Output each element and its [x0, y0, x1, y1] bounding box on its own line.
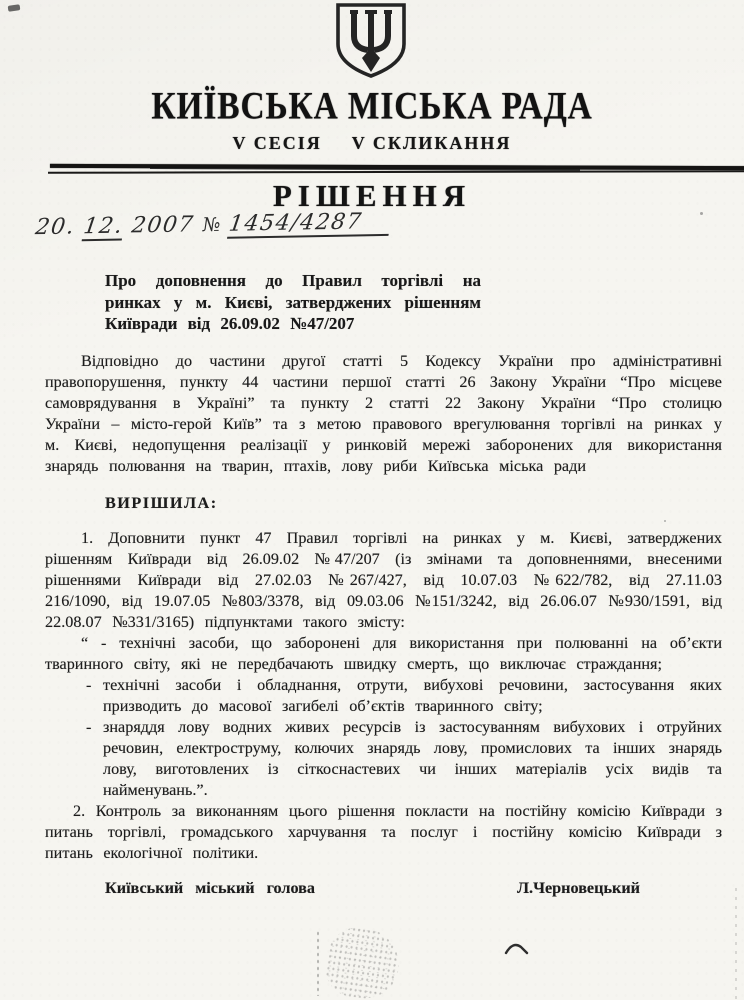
- session-line: [0, 133, 744, 154]
- convocation-label: V СКЛИКАННЯ: [351, 133, 512, 153]
- signature-role-label: Київський міський голова: [105, 879, 316, 897]
- signature-row: [45, 878, 722, 899]
- doc-type-title: РІШЕННЯ: [272, 178, 472, 213]
- document-body: [45, 351, 722, 899]
- item-1-paragraph: 1. Доповнити пункт 47 Правил торгівлі на ринках у м. Києві, затверджених рішенням Київради від 26.09.02 №47/207 (із змінами та доповненнями, внесеними рішеннями Київради від 27.02.03 №267/427, від 10.07.03 №622/782, від 27.11.03 216/1090, від 19.07.05 №803/3378, від 09.03.06 №151/3242, від 26.06.07 №930/1591, від 22.08.07 №331/3165) підпунктами такого змісту:: [45, 529, 722, 631]
- subitem-3: [86, 717, 722, 801]
- subject-paragraph: Про доповнення до Правил торгівлі на ринках у м. Києві, затверджених рішенням Київради від 26.09.02 №47/207: [105, 271, 481, 333]
- corner-scan-mark: [8, 4, 21, 12]
- pen-mark-icon: [504, 940, 532, 958]
- handwritten-date-number: [34, 209, 392, 240]
- intro-paragraph: Відповідно до частини другої статті 5 Кодексу України про адміністративні правопорушення, пункту 44 частини першої статті 26 Закону України “Про місцеве самоврядування в Україні” та пункту 2 статті 22 Закону України “Про столицю України – місто-герой Київ” та з метою правового врегулювання торгівлі на ринках у м. Києві, недопущення реалізації у ринковій мережі заборонених для використання знарядь полювання на тварин, птахів, лову риби Київська міська ради: [45, 352, 722, 475]
- scan-speck: [664, 520, 666, 522]
- number-sign: №: [200, 213, 222, 237]
- subitem-3-text: знаряддя лову водних живих ресурсів із застосуванням вибухових і отруйних речовин, електроструму, колючих знарядь лову, промислових та інших знарядь лову, виготовлених із сіткоснастевих чи інших матеріалів усіх видів та найменувань.”.: [103, 718, 722, 799]
- signature-name-label: Л.Черновецький: [517, 879, 640, 897]
- scan-speck: [700, 212, 703, 215]
- faint-stamp-smudge: [322, 923, 403, 1000]
- bullet-dash: -: [86, 676, 92, 694]
- handwritten-month: 12.: [81, 213, 126, 240]
- stamp-dot-column: [316, 930, 320, 996]
- item-2-paragraph: 2. Контроль за виконанням цього рішення покласти на постійну комісію Київради з питань торгівлі, громадського харчування та послуг і постійну комісію Київради з питань екологічної політики.: [45, 802, 722, 862]
- org-name-title: КИЇВСЬКА МІСЬКА РАДА: [151, 84, 593, 128]
- handwritten-number: 1454/4287: [227, 209, 392, 239]
- session-number-label: V СЕСІЯ: [232, 133, 322, 153]
- resolved-heading: ВИРІШИЛА:: [105, 494, 218, 512]
- tryzub-shield-icon: [329, 2, 413, 80]
- subitem-2-text: технічні засоби і обладнання, отрути, вибухові речовини, застосування яких призводить до масової загибелі об’єктів тваринного світу;: [103, 676, 722, 715]
- subitem-2: [86, 675, 722, 717]
- bullet-dash: -: [86, 718, 92, 736]
- handwritten-day: 20.: [33, 214, 77, 241]
- scan-edge-streak: [735, 888, 737, 1000]
- handwritten-year: 2007: [130, 212, 196, 239]
- subitem-quoted-paragraph: “ - технічні засоби, що заборонені для використання при полюванні на об’єкти тваринного світу, які не передбачають швидку смерть, що виключає страждання;: [45, 634, 722, 673]
- header-divider-rule-2: [48, 170, 744, 173]
